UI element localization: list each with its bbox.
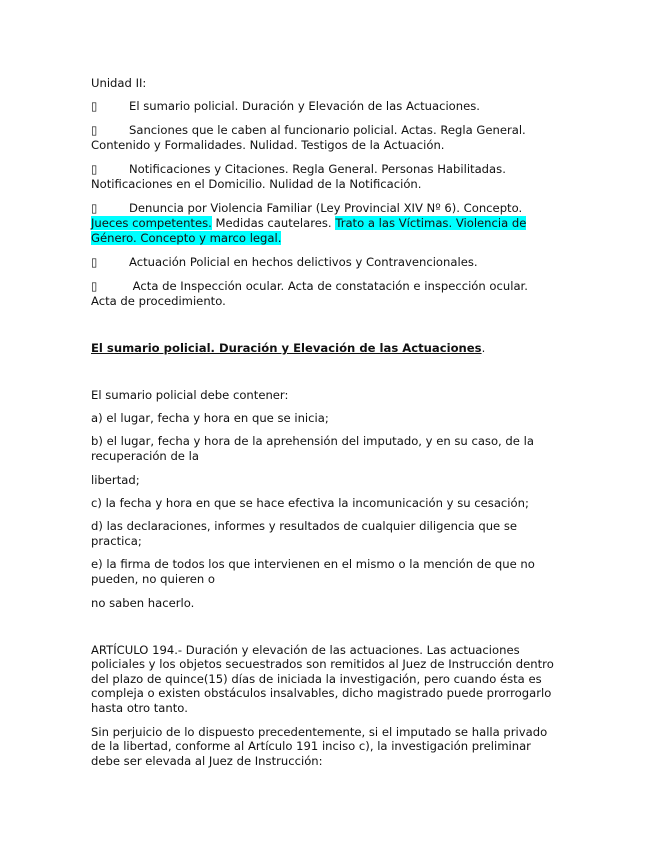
list-item-d: d) las declaraciones, informes y resultados de cualquier diligencia que se xyxy=(91,519,518,533)
bullet-icon: ▯ xyxy=(91,162,98,176)
article-line: ARTÍCULO 194.- Duración y elevación de las actuaciones. Las actuaciones xyxy=(91,643,520,657)
highlighted-text: Trato a las Víctimas. Violencia de xyxy=(335,216,527,230)
topic-item-4 xyxy=(91,201,561,216)
article-line: compleja o existen obstáculos insalvables, dicho magistrado puede prorrogarlo xyxy=(91,686,552,700)
list-item-d-cont: practica; xyxy=(91,534,142,548)
closing-line: Sin perjuicio de lo dispuesto precedentemente, si el imputado se halla privado xyxy=(91,725,548,739)
topic-item-1 xyxy=(91,99,561,114)
list-item-a: a) el lugar, fecha y hora en que se inicia; xyxy=(91,411,329,425)
topic-item-4-cont xyxy=(91,216,561,231)
topic-item-5 xyxy=(91,255,561,270)
list-item-e-cont2: no saben hacerlo. xyxy=(91,596,195,610)
highlighted-text: Jueces competentes. xyxy=(91,216,212,230)
bullet-icon: ▯ xyxy=(91,123,98,137)
topic-item-6 xyxy=(91,279,561,294)
list-item-b-cont2: libertad; xyxy=(91,473,140,487)
bullet-icon: ▯ xyxy=(91,201,98,215)
section-heading-text: El sumario policial. Duración y Elevación de las Actuaciones xyxy=(91,341,482,355)
topic-text: Notificaciones y Citaciones. Regla General. Personas Habilitadas. xyxy=(129,162,506,176)
article-line: hasta otro tanto. xyxy=(91,701,188,715)
unit-title: Unidad II: xyxy=(91,76,147,90)
topic-item-2 xyxy=(91,123,561,138)
article-line: del plazo de quince(15) días de iniciada la investigación, pero cuando ésta es xyxy=(91,672,542,686)
list-item-e-cont: pueden, no quieren o xyxy=(91,572,216,586)
highlighted-text: Género. Concepto y marco legal. xyxy=(91,231,282,245)
topic-text: Medidas cautelares. xyxy=(211,216,336,230)
topic-text: Sanciones que le caben al funcionario policial. Actas. Regla General. xyxy=(129,123,526,137)
topic-item-4-cont2 xyxy=(91,231,561,246)
list-item-e: e) la firma de todos los que intervienen en el mismo o la mención de que no xyxy=(91,557,535,571)
closing-line: de la libertad, conforme al Artículo 191 inciso c), la investigación preliminar xyxy=(91,739,531,753)
list-item-b-cont: recuperación de la xyxy=(91,449,199,463)
topic-text: Actuación Policial en hechos delictivos y Contravencionales. xyxy=(129,255,478,269)
closing-line: debe ser elevada al Juez de Instrucción: xyxy=(91,754,323,768)
bullet-icon: ▯ xyxy=(91,279,98,293)
list-item-b: b) el lugar, fecha y hora de la aprehensión del imputado, y en su caso, de la xyxy=(91,434,534,448)
topic-text: Acta de Inspección ocular. Acta de constatación e inspección ocular. xyxy=(129,279,528,293)
article-line: policiales y los objetos secuestrados son remitidos al Juez de Instrucción dentro xyxy=(91,657,554,671)
bullet-icon: ▯ xyxy=(91,99,98,113)
section-heading xyxy=(91,341,561,356)
section-heading-period: . xyxy=(481,341,486,355)
topic-text: El sumario policial. Duración y Elevación de las Actuaciones. xyxy=(129,99,480,113)
bullet-icon: ▯ xyxy=(91,255,98,269)
topic-item-2-cont: Contenido y Formalidades. Nulidad. Testigos de la Actuación. xyxy=(91,138,445,152)
topic-item-6-cont: Acta de procedimiento. xyxy=(91,294,226,308)
list-item-c: c) la fecha y hora en que se hace efectiva la incomunicación y su cesación; xyxy=(91,496,529,510)
intro-text: El sumario policial debe contener: xyxy=(91,388,289,402)
topic-text: Denuncia por Violencia Familiar (Ley Provincial XIV Nº 6). Concepto. xyxy=(129,201,523,215)
topic-item-3-cont: Notificaciones en el Domicilio. Nulidad de la Notificación. xyxy=(91,177,422,191)
topic-item-3 xyxy=(91,162,561,177)
